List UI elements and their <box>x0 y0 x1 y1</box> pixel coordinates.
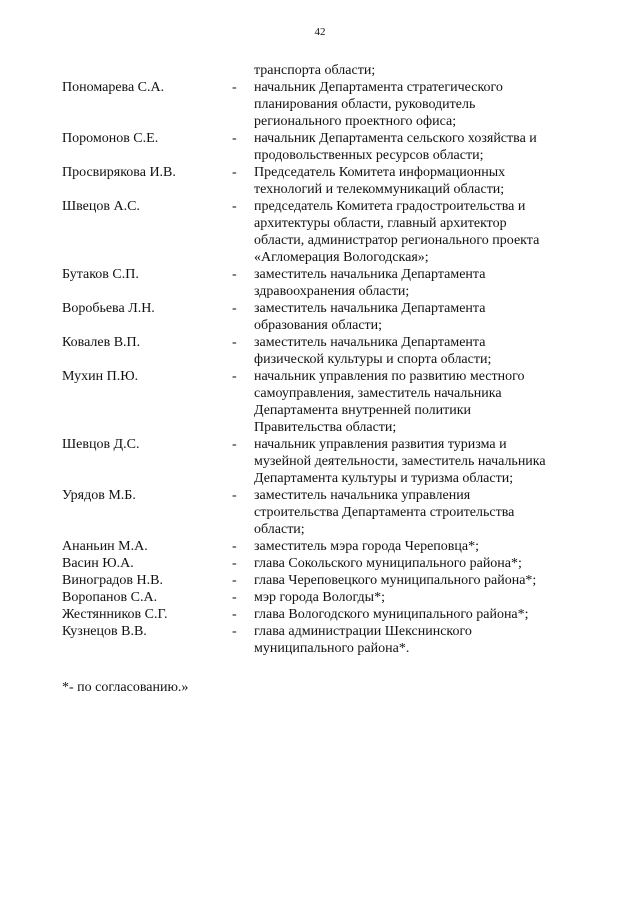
member-name: Ананьин М.А. <box>62 539 148 554</box>
dash-separator: - <box>232 437 237 452</box>
dash-separator <box>232 62 254 79</box>
member-name: Поромонов С.Е. <box>62 131 159 146</box>
dash-separator: - <box>232 539 237 554</box>
member-name: Мухин П.Ю. <box>62 369 139 384</box>
list-item <box>62 300 582 334</box>
member-name: Воробьева Л.Н. <box>62 301 155 316</box>
member-name: Ковалев В.П. <box>62 335 141 350</box>
list-item <box>62 164 582 198</box>
dash-separator: - <box>232 573 237 588</box>
dash-separator: - <box>232 267 237 282</box>
member-role: глава Череповецкого муниципального района*; <box>254 573 537 588</box>
dash-separator: - <box>232 165 237 180</box>
list-item <box>62 62 582 79</box>
dash-separator: - <box>232 131 237 146</box>
members-list <box>62 62 582 657</box>
member-name: Бутаков С.П. <box>62 267 139 282</box>
member-name: Просвирякова И.В. <box>62 165 176 180</box>
member-role: заместитель начальника Департамента здравоохранения области; <box>254 267 486 299</box>
member-role: мэр города Вологды*; <box>254 590 385 605</box>
dash-separator: - <box>232 590 237 605</box>
list-item <box>62 538 582 555</box>
list-item <box>62 436 582 487</box>
footnote: *- по согласованию.» <box>62 680 189 695</box>
dash-separator: - <box>232 607 237 622</box>
member-name: Урядов М.Б. <box>62 488 136 503</box>
page-number: 42 <box>314 26 326 38</box>
list-item <box>62 589 582 606</box>
member-role: председатель Комитета градостроительства и архитектуры области, главный архитектор области, администратор регионального проекта «Агломерация Вологодская»; <box>254 199 540 265</box>
member-name: Кузнецов В.В. <box>62 624 147 639</box>
member-name: Шевцов Д.С. <box>62 437 140 452</box>
list-item <box>62 555 582 572</box>
list-item <box>62 487 582 538</box>
list-item <box>62 198 582 266</box>
list-item <box>62 266 582 300</box>
member-name <box>62 62 232 79</box>
dash-separator: - <box>232 488 237 503</box>
member-role: транспорта области; <box>254 63 376 78</box>
dash-separator: - <box>232 80 237 95</box>
list-item <box>62 79 582 130</box>
member-name: Воропанов С.А. <box>62 590 158 605</box>
list-item <box>62 334 582 368</box>
member-role: заместитель начальника Департамента образования области; <box>254 301 486 333</box>
member-role: заместитель начальника управления строительства Департамента строительства области; <box>254 488 515 537</box>
dash-separator: - <box>232 556 237 571</box>
dash-separator: - <box>232 199 237 214</box>
list-item <box>62 130 582 164</box>
dash-separator: - <box>232 301 237 316</box>
member-role: заместитель мэра города Череповца*; <box>254 539 479 554</box>
dash-separator: - <box>232 335 237 350</box>
list-item <box>62 572 582 589</box>
member-name: Васин Ю.А. <box>62 556 134 571</box>
member-role: глава Вологодского муниципального района*; <box>254 607 529 622</box>
dash-separator: - <box>232 624 237 639</box>
list-item <box>62 368 582 436</box>
member-name: Пономарева С.А. <box>62 80 165 95</box>
dash-separator: - <box>232 369 237 384</box>
list-item <box>62 606 582 623</box>
list-item <box>62 623 582 657</box>
member-name: Виноградов Н.В. <box>62 573 163 588</box>
member-role: начальник Департамента стратегического планирования области, руководитель регионального проектного офиса; <box>254 80 503 129</box>
member-name: Швецов А.С. <box>62 199 140 214</box>
member-role: заместитель начальника Департамента физической культуры и спорта области; <box>254 335 492 367</box>
member-role: начальник Департамента сельского хозяйства и продовольственных ресурсов области; <box>254 131 537 163</box>
member-role: Председатель Комитета информационных технологий и телекоммуникаций области; <box>254 165 506 197</box>
member-name: Жестянников С.Г. <box>62 607 168 622</box>
member-role: начальник управления развития туризма и музейной деятельности, заместитель начальника Департамента культуры и туризма области; <box>254 437 546 486</box>
member-role: начальник управления по развитию местного самоуправления, заместитель начальника Департамента внутренней политики Правительства области; <box>254 369 525 435</box>
member-role: глава Сокольского муниципального района*; <box>254 556 522 571</box>
member-role: глава администрации Шекснинского муниципального района*. <box>254 624 472 656</box>
